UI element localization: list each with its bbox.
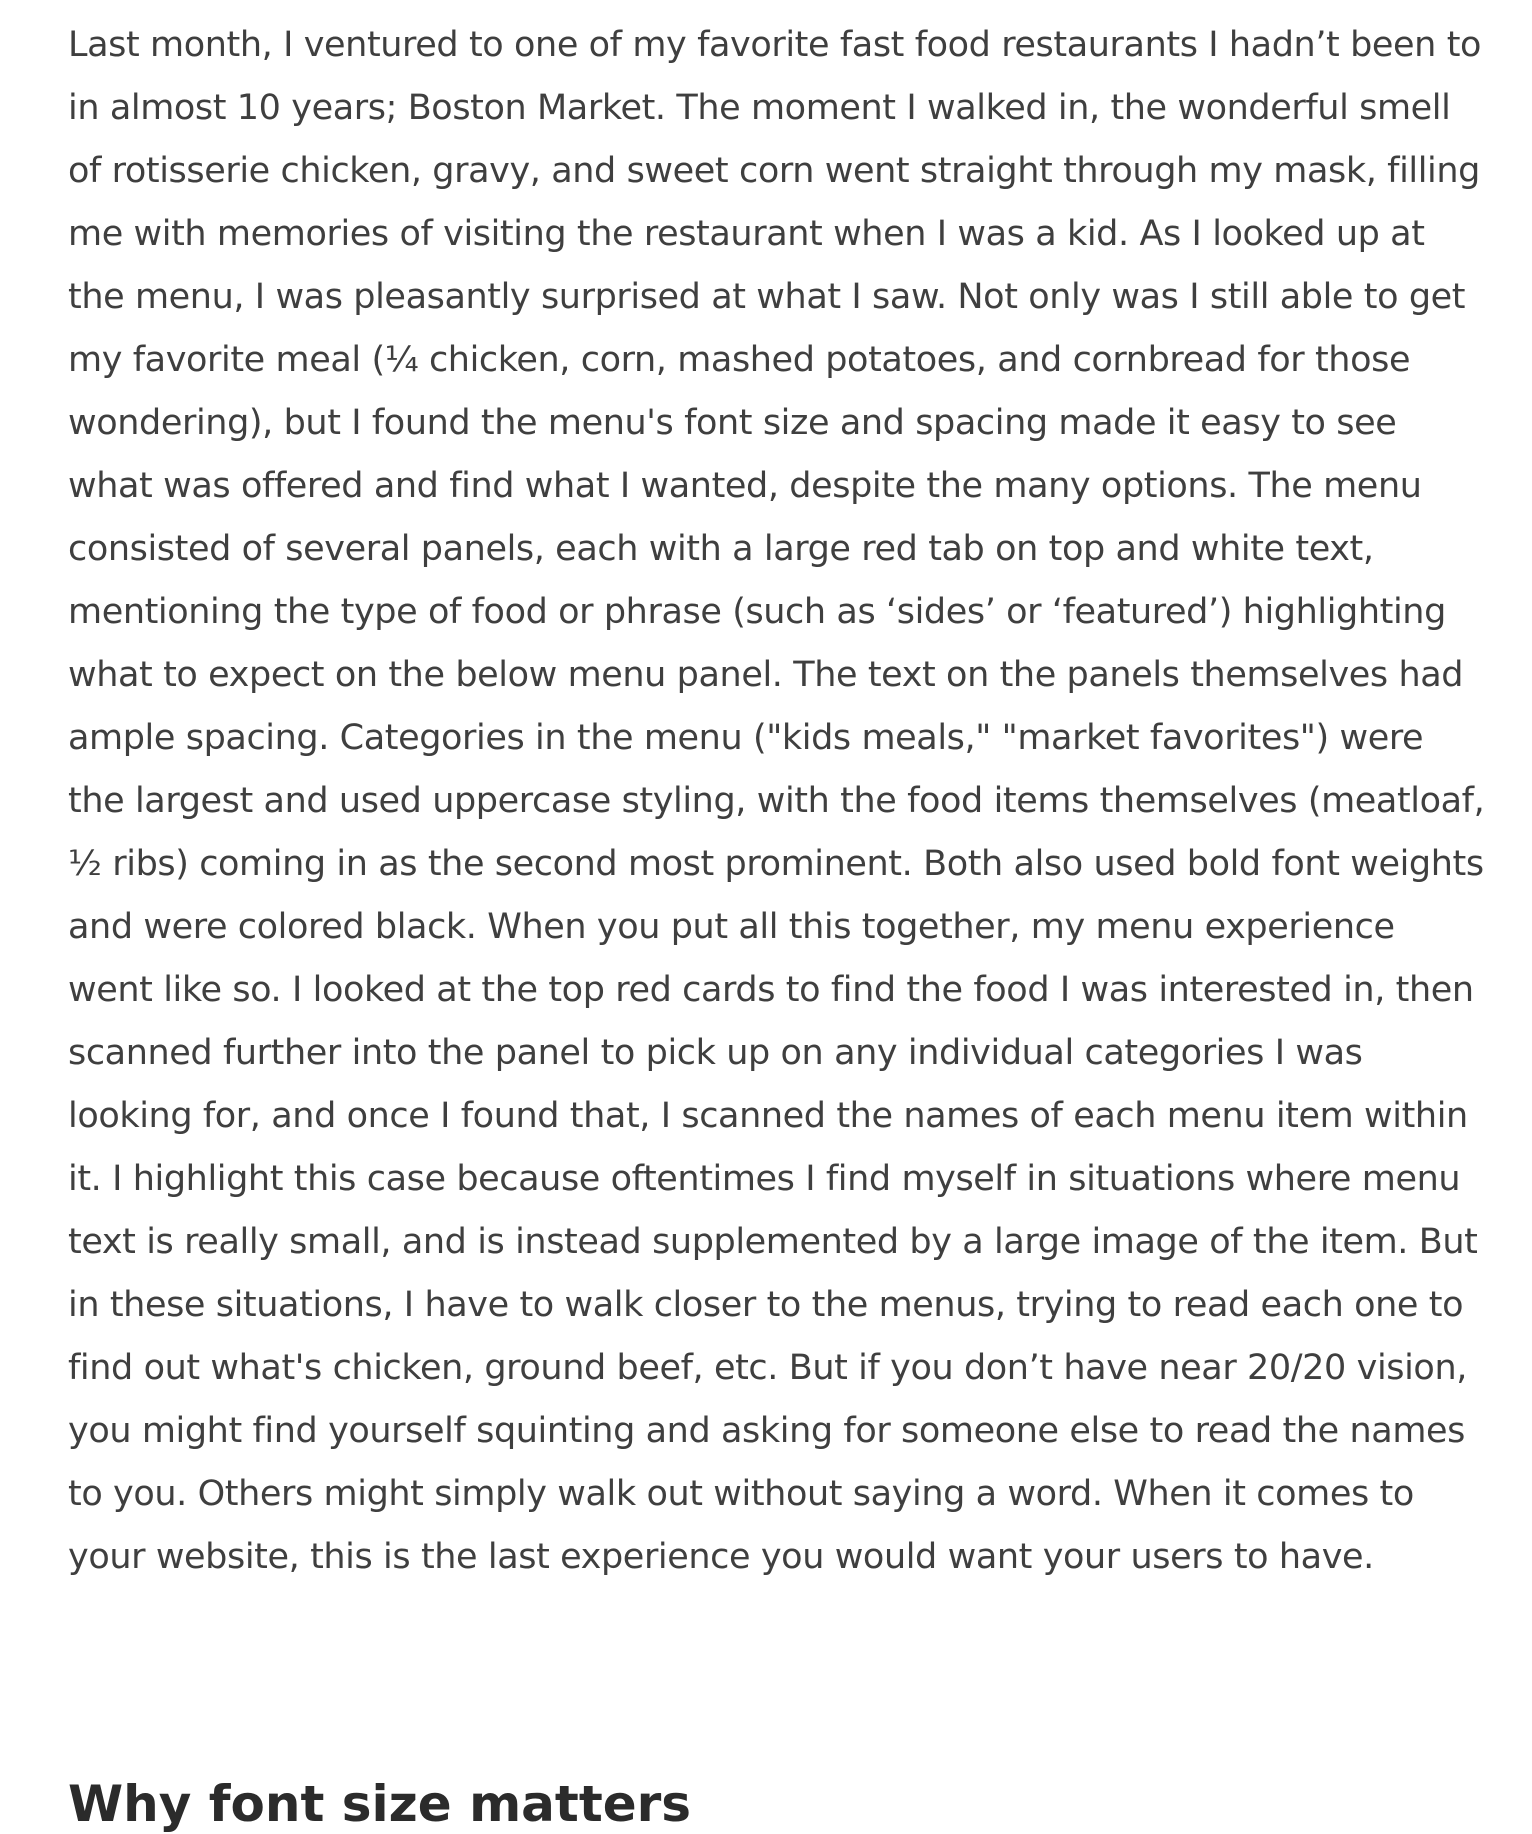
section-heading: Why font size matters — [68, 1775, 692, 1833]
article-content — [68, 14, 1488, 1833]
article-paragraph: Last month, I ventured to one of my favorite fast food restaurants I hadn’t been to in almost 10 years; Boston Market. The moment I walked in, the wonderful smell of rotisserie chicken, gravy, and sweet corn went straight through my mask, filling me with memories of visiting the restaurant when I was a kid. As I looked up at the menu, I was pleasantly surprised at what I saw. Not only was I still able to get my favorite meal (¼ chicken, corn, mashed potatoes, and cornbread for those wondering), but I found the menu's font size and spacing made it easy to see what was offered and find what I wanted, despite the many options. The menu consisted of several panels, each with a large red tab on top and white text, mentioning the type of food or phrase (such as ‘sides’ or ‘featured’) highlighting what to expect on the below menu panel. The text on the panels themselves had ample spacing. Categories in the menu ("kids meals," "market favorites") were the largest and used uppercase styling, with the food items themselves (meatloaf, ½ ribs) coming in as the second most prominent. Both also used bold font weights and were colored black. When you put all this together, my menu experience went like so. I looked at the top red cards to find the food I was interested in, then scanned further into the panel to pick up on any individual categories I was looking for, and once I found that, I scanned the names of each menu item within it. I highlight this case because oftentimes I find myself in situations where menu text is really small, and is instead supplemented by a large image of the item. But in these situations, I have to walk closer to the menus, trying to read each one to find out what's chicken, ground beef, etc. But if you don’t have near 20/20 vision, you might find yourself squinting and asking for someone else to read the names to you. Others might simply walk out without saying a word. When it comes to your website, this is the last experience you would want your users to have. — [68, 25, 1485, 1577]
